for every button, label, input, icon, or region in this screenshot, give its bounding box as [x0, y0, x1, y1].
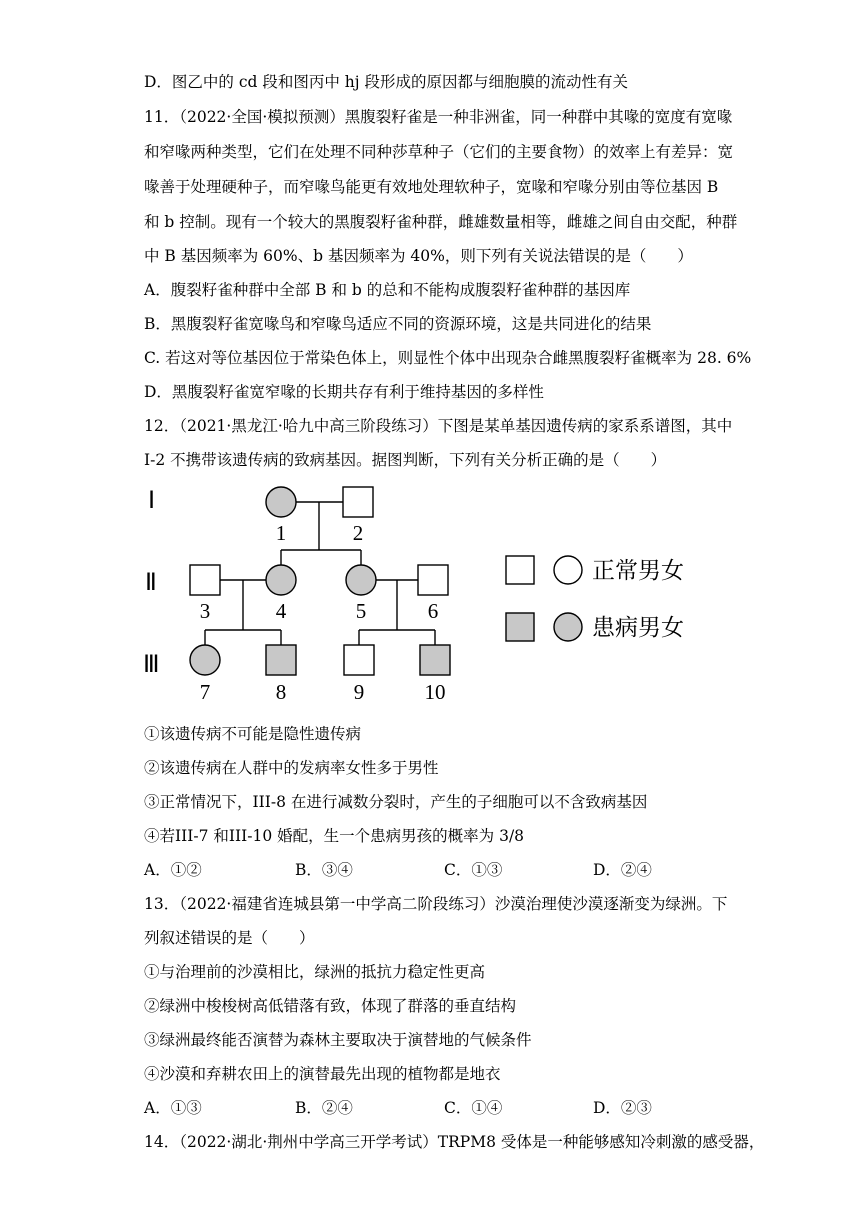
q11-option-a: A．腹裂籽雀种群中全部 B 和 b 的总和不能构成腹裂籽雀种群的基因库 — [144, 281, 631, 299]
individual-ii4-affected-female — [266, 565, 296, 595]
id-label: 4 — [275, 599, 287, 623]
id-label: 10 — [424, 680, 446, 704]
generation-label-3: Ⅲ — [143, 652, 160, 678]
q12-stem-line: I-2 不携带该遗传病的致病基因。据图判断，下列有关分析正确的是（ ） — [144, 451, 667, 469]
q13-choice-c: C．①④ — [444, 1099, 503, 1117]
legend-normal-female-symbol — [554, 556, 582, 584]
q11-option-c: C. 若这对等位基因位于常染色体上，则显性个体中出现杂合雌黑腹裂籽雀概率为 28. 6% — [144, 349, 752, 367]
q13-statement: ①与治理前的沙漠相比，绿洲的抵抗力稳定性更高 — [144, 963, 486, 981]
legend-normal-male-symbol — [506, 556, 534, 584]
individual-iii8-affected-male — [266, 645, 296, 675]
generation-label-2: Ⅱ — [145, 570, 157, 596]
generation-label-1: Ⅰ — [148, 488, 156, 514]
pedigree-legend — [506, 556, 582, 641]
q12-choice-a: A．①② — [144, 861, 202, 879]
pedigree-chart — [140, 470, 710, 710]
q11-stem-line: 喙善于处理硬种子，而窄喙鸟能更有效地处理软种子，宽喙和窄喙分别由等位基因 B — [144, 178, 719, 196]
q13-statement: ④沙漠和弃耕农田上的演替最先出现的植物都是地衣 — [144, 1065, 501, 1083]
q12-choice-b: B．③④ — [295, 861, 353, 879]
q11-stem-line: 和 b 控制。现有一个较大的黑腹裂籽雀种群，雌雄数量相等，雌雄之间自由交配，种群 — [144, 213, 738, 231]
legend-affected-label: 患病男女 — [592, 615, 684, 641]
q12-statement: ③正常情况下，III-8 在进行减数分裂时，产生的子细胞可以不含致病基因 — [144, 793, 648, 811]
q11-stem-line: 中 B 基因频率为 60%、b 基因频率为 40%，则下列有关说法错误的是（ ） — [144, 247, 693, 265]
legend-normal-label: 正常男女 — [592, 558, 684, 584]
q14-stem-line: 14．（2022·湖北·荆州中学高三开学考试）TRPM8 受体是一种能够感知冷刺激的感受器， — [144, 1133, 765, 1151]
id-label: 7 — [199, 680, 211, 704]
q13-stem-line: 13．（2022·福建省连城县第一中学高二阶段练习）沙漠治理使沙漠逐渐变为绿洲。下 — [144, 895, 728, 913]
individual-ii5-affected-female — [346, 565, 376, 595]
q13-choice-a: A．①③ — [144, 1099, 202, 1117]
id-label: 5 — [355, 599, 367, 623]
id-label: 6 — [427, 599, 439, 623]
q13-stem-line: 列叙述错误的是（ ） — [144, 929, 315, 947]
id-label: 2 — [352, 521, 364, 545]
q13-statement: ③绿洲最终能否演替为森林主要取决于演替地的气候条件 — [144, 1031, 532, 1049]
individual-ii6-normal-male — [418, 565, 448, 595]
individual-iii9-normal-male — [344, 645, 374, 675]
q11-option-b: B．黑腹裂籽雀宽喙鸟和窄喙鸟适应不同的资源环境，这是共同进化的结果 — [144, 315, 652, 333]
id-label: 1 — [275, 521, 287, 545]
q12-choice-d: D．②④ — [593, 861, 652, 879]
individual-iii7-affected-female — [190, 645, 220, 675]
individual-iii10-affected-male — [420, 645, 450, 675]
q12-stem-line: 12．（2021·黑龙江·哈九中高三阶段练习）下图是某单基因遗传病的家系系谱图，其中 — [144, 417, 733, 435]
q13-statement: ②绿洲中梭梭树高低错落有致，体现了群落的垂直结构 — [144, 997, 517, 1015]
q13-choice-d: D．②③ — [593, 1099, 652, 1117]
q12-statement: ①该遗传病不可能是隐性遗传病 — [144, 725, 362, 743]
q12-statement: ②该遗传病在人群中的发病率女性多于男性 — [144, 759, 439, 777]
q11-option-d: D．黑腹裂籽雀宽窄喙的长期共存有利于维持基因的多样性 — [144, 383, 544, 401]
q11-stem-line: 11．（2022·全国·模拟预测）黑腹裂籽雀是一种非洲雀，同一种群中其喙的宽度有宽喙 — [144, 108, 733, 126]
q11-stem-line: 和窄喙两种类型，它们在处理不同种莎草种子（它们的主要食物）的效率上有差异：宽 — [144, 143, 734, 161]
legend-affected-female-symbol — [554, 613, 582, 641]
q12-choice-c: C．①③ — [444, 861, 503, 879]
q13-choice-b: B．②④ — [295, 1099, 353, 1117]
legend-affected-male-symbol — [506, 613, 534, 641]
id-label: 3 — [199, 599, 211, 623]
individual-i2-normal-male — [343, 487, 373, 517]
id-label: 8 — [275, 680, 287, 704]
q12-statement: ④若III-7 和III-10 婚配，生一个患病男孩的概率为 3/8 — [144, 827, 525, 845]
q10-option-d: D．图乙中的 cd 段和图丙中 hj 段形成的原因都与细胞膜的流动性有关 — [144, 73, 629, 91]
individual-ii3-normal-male — [190, 565, 220, 595]
individual-i1-affected-female — [266, 487, 296, 517]
id-label: 9 — [353, 680, 365, 704]
